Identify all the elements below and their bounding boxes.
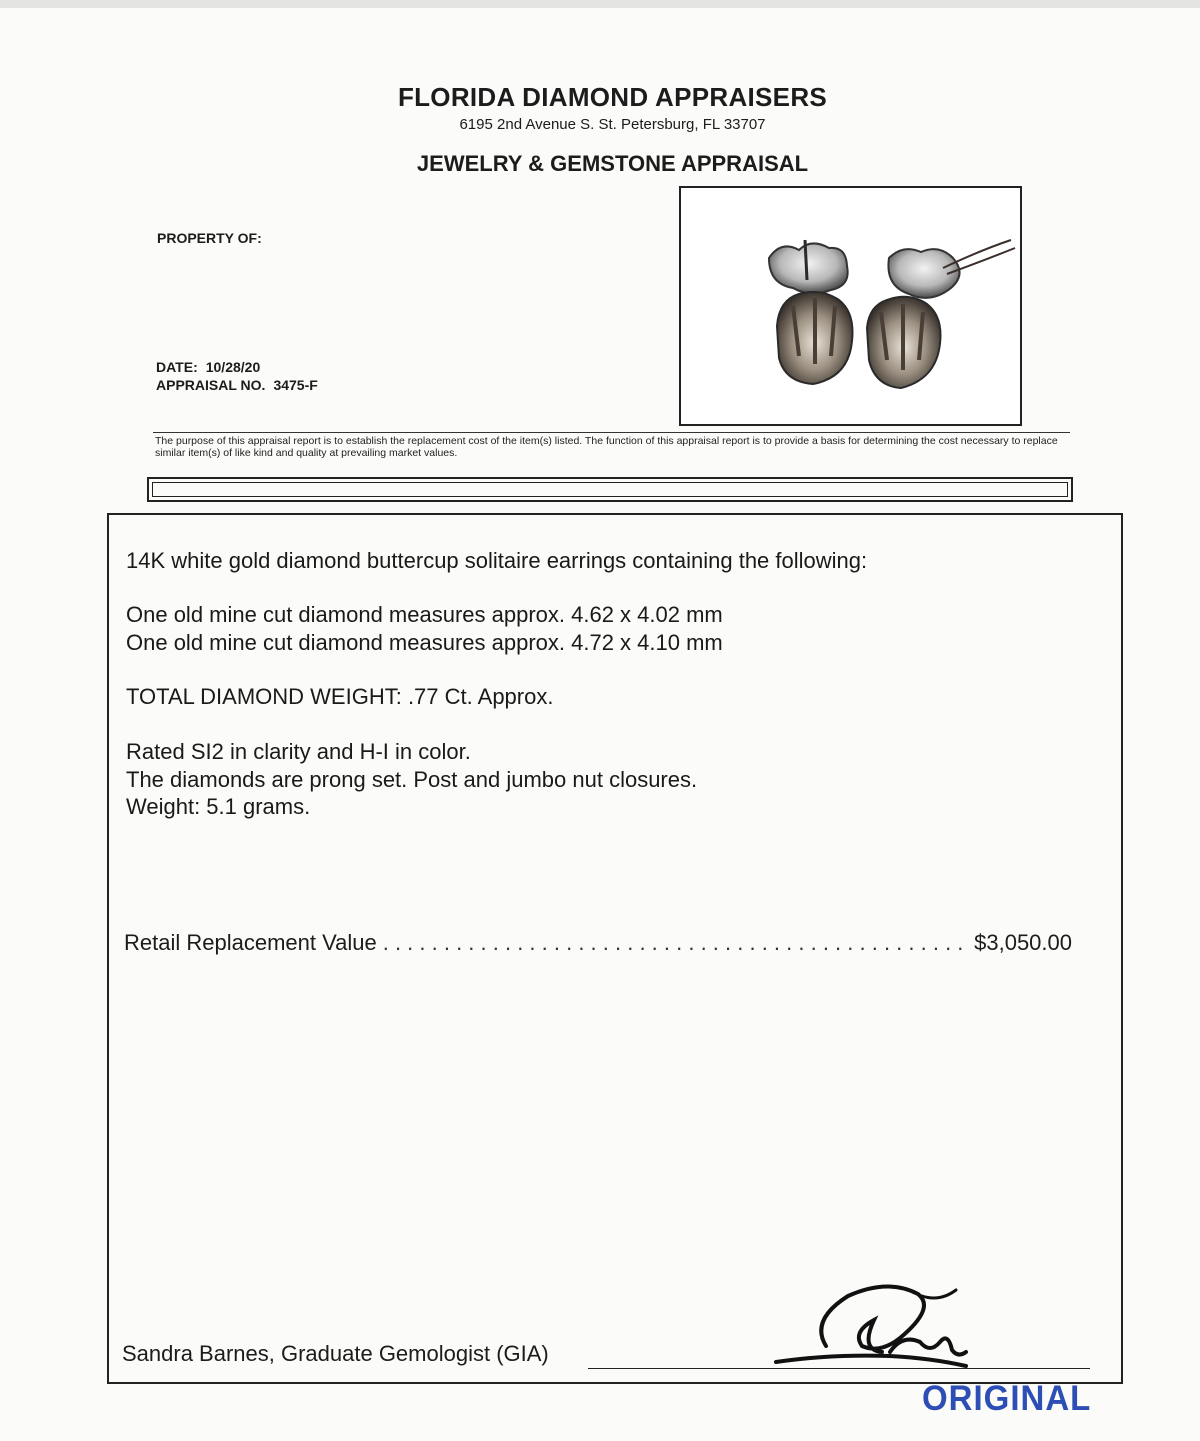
handwritten-signature bbox=[770, 1280, 980, 1370]
document-title: JEWELRY & GEMSTONE APPRAISAL bbox=[416, 151, 809, 176]
purpose-statement: The purpose of this appraisal report is to establish the replacement cost of the item(s) listed. The function of this appraisal report is to provide a basis for determining the cost necessary to replace similar item(s) of like kind and quality at prevailing market values. bbox=[155, 435, 1058, 459]
company-name: FLORIDA DIAMOND APPRAISERS bbox=[397, 82, 828, 112]
setting-description: The diamonds are prong set. Post and jumbo nut closures. bbox=[126, 767, 698, 792]
item-weight: Weight: 5.1 grams. bbox=[126, 794, 311, 819]
appraisal-number-line bbox=[156, 377, 318, 393]
leader-dots bbox=[383, 930, 968, 956]
retail-value-line bbox=[124, 930, 1072, 956]
appraisal-number-value: 3475-F bbox=[273, 377, 318, 393]
date-line bbox=[156, 359, 260, 375]
original-stamp: ORIGINAL bbox=[922, 1377, 1092, 1418]
property-of-label: PROPERTY OF: bbox=[157, 230, 262, 246]
clarity-color: Rated SI2 in clarity and H-I in color. bbox=[126, 739, 471, 764]
retail-value-amount: $3,050.00 bbox=[974, 930, 1072, 955]
diamond-1-description: One old mine cut diamond measures approx. 4.62 x 4.02 mm bbox=[126, 602, 723, 627]
signer-name: Sandra Barnes, Graduate Gemologist (GIA) bbox=[122, 1341, 549, 1366]
earrings-photo-illustration bbox=[681, 188, 1020, 424]
purpose-rule bbox=[153, 432, 1070, 433]
diamond-2-description: One old mine cut diamond measures approx. 4.72 x 4.10 mm bbox=[126, 630, 723, 655]
date-value: 10/28/20 bbox=[205, 359, 261, 375]
appraisal-number-label: APPRAISAL NO. bbox=[156, 377, 266, 393]
section-divider-bar bbox=[147, 477, 1073, 502]
date-label: DATE: bbox=[156, 359, 198, 375]
item-intro: 14K white gold diamond buttercup solitaire earrings containing the following: bbox=[126, 548, 868, 573]
retail-value-label: Retail Replacement Value bbox=[124, 930, 377, 955]
company-address: 6195 2nd Avenue S. St. Petersburg, FL 33707 bbox=[459, 116, 766, 133]
item-photo bbox=[679, 186, 1022, 426]
scan-edge bbox=[0, 0, 1200, 8]
total-diamond-weight: TOTAL DIAMOND WEIGHT: .77 Ct. Approx. bbox=[126, 684, 554, 709]
